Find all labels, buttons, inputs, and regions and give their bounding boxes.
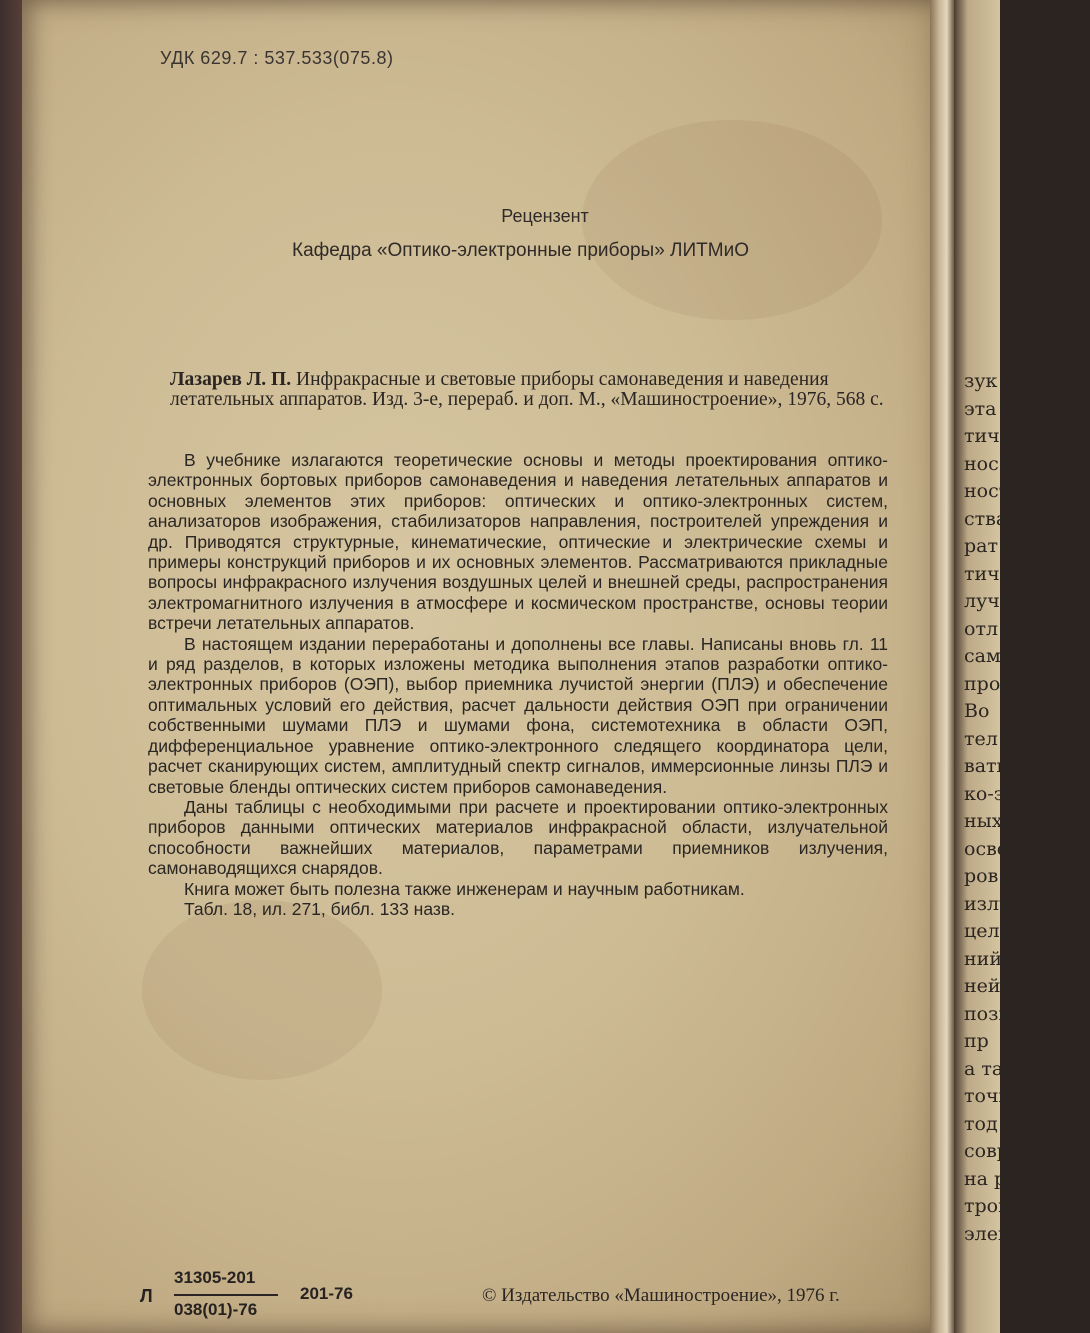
fraction-bar [174,1294,278,1296]
abstract-paragraph: Табл. 18, ил. 271, библ. 133 назв. [184,898,456,919]
abstract-paragraph: В учебнике излагаются теоретические основы и методы проектирования оптико-электронных бортовых приборов самонаведения и наведения летательных аппаратов и основных элементов этих приборов: оптических и оптико-электронных систем, анализаторов изображения, стабилизаторов направления, построителей упреждения и др. Приводятся структурные, кинематические, оптические и электрические схемы и примеры конструкций приборов и их основных элементов. Рассматриваются прикладные вопросы инфракрасного излучения воздушных целей и внешней среды, распространения электромагнитного излучения в атмосфере и космическом пространстве, основы теории встречи летательных аппаратов. [148,450,888,634]
adjacent-page-text: тел [964,727,998,750]
book-author: Лазарев Л. П. [170,369,292,390]
adjacent-page-text: ност [964,480,1010,502]
adjacent-page-text: ний. [964,947,1009,970]
imprint-letter: Л [140,1286,153,1306]
imprint-code-number: 201-76 [300,1284,353,1303]
adjacent-page-text: тод [964,1112,998,1135]
adjacent-page-text: позв [964,1002,1010,1025]
adjacent-page-text: эта [964,397,997,420]
adjacent-page-text: совре [964,1140,1021,1162]
adjacent-page-text: ных [964,810,1003,832]
adjacent-page [954,0,1033,1333]
adjacent-page-text: пр [964,1030,989,1052]
udk-code: УДК 629.7 : 537.533(075.8) [160,48,394,68]
imprint-denominator: 038(01)-76 [174,1300,258,1319]
adjacent-page-text: излу [964,892,1011,915]
adjacent-page-text: тич [964,425,1000,447]
adjacent-page-text: ров [964,865,999,887]
adjacent-page-text: отл [964,617,999,640]
adjacent-page-text: на ра [964,1167,1018,1190]
adjacent-page-text: а так [964,1057,1016,1080]
book-description: Инфракрасные и световые приборы самонаведения и наведения летательных аппаратов. Изд. 3-е, перераб. и доп. М., «Машиностроение», 1976, 568 с. [170,369,884,410]
page-edge [930,0,954,1333]
adjacent-page-text: зук [964,370,998,392]
imprint-numerator: 31305-201 [174,1268,256,1287]
adjacent-page-text: прос [964,672,1011,695]
bibliographic-entry [170,370,888,410]
adjacent-page-text: ко-э [964,782,1005,805]
copyright-line: © Издательство «Машиностроение», 1976 г. [482,1285,840,1306]
reviewer-name: Кафедра «Оптико-электронные приборы» ЛИТМиО [292,240,750,261]
abstract-paragraph: Книга может быть полезна также инженерам и научным работникам. [184,878,745,899]
adjacent-page-text: вать [964,755,1007,777]
adjacent-page-text: цело [964,920,1011,942]
adjacent-page-text: тич [964,562,1000,585]
adjacent-page-text: осве [964,837,1009,860]
adjacent-page-text: рат [964,535,999,557]
adjacent-page-text: луч [964,590,1000,612]
abstract-paragraph: В настоящем издании переработаны и дополнены все главы. Написаны вновь гл. 11 и ряд разделов, в которых изложены методика выполнения этапов разработки оптико-электронных приборов (ОЭП), выбор приемника лучистой энергии (ПЛЭ) и обеспечение оптимальных условий его действия, расчет дальности действия ОЭП при ограничении собственными шумами ПЛЭ и шумами фона, системотехника в области ОЭП, дифференциальное уравнение оптико-электронного следящего координатора цели, расчет сканирующих систем, амплитудный спектр сигналов, иммерсионные линзы ПЛЭ и световые бленды оптических систем приборов самонаведения. [148,633,888,797]
adjacent-page-text: точно [964,1085,1023,1107]
paper-stain [142,900,382,1080]
adjacent-page-text: сам [964,645,1001,667]
adjacent-page-text: электр [964,1222,1033,1245]
adjacent-page-text: нос [964,452,999,475]
abstract-paragraph: Даны таблицы с необходимыми при расчете и проектировании оптико-электронных приборов данными оптических материалов инфракрасной области, излучательной способности важнейших материалов, параметрами приемников излучения, самонаводящихся снарядов. [148,796,888,879]
abstract [148,450,888,919]
reviewer-label: Рецензент [501,206,589,226]
adjacent-page-text: Во [964,700,990,722]
adjacent-page-text: ства [964,507,1008,530]
adjacent-page-text: нейш [964,975,1019,997]
adjacent-page-text: тронн [964,1195,1024,1217]
